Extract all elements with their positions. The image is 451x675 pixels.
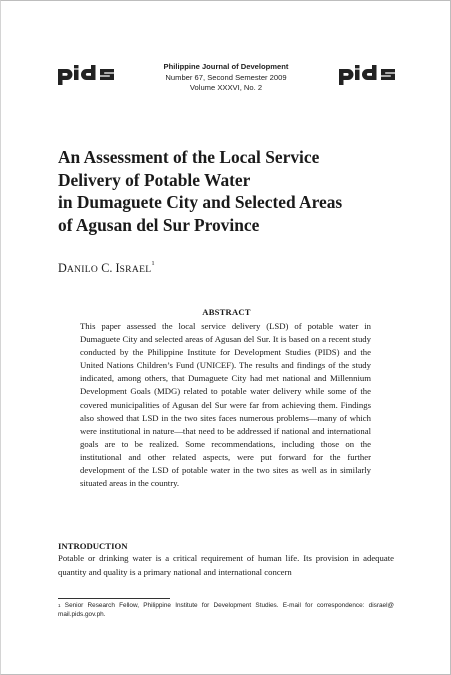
abstract-heading: ABSTRACT xyxy=(202,307,251,317)
footnote-mark: 1 xyxy=(58,603,61,608)
introduction-heading: INTRODUCTION xyxy=(58,541,128,551)
title-line: Delivery of Potable Water xyxy=(58,169,251,190)
author-footnote-mark: 1 xyxy=(151,260,155,267)
title-line: of Agusan del Sur Province xyxy=(58,214,260,235)
author-first-initial: D xyxy=(58,261,67,275)
author-name xyxy=(58,261,155,276)
journal-name: Philippine Journal of Development xyxy=(163,62,289,71)
footnote-text: Senior Research Fellow, Philippine Institute for Development Studies. E-mail for correspondence: disrael@ mail.pids.gov.ph. xyxy=(58,602,394,619)
author-middle: C. xyxy=(98,261,116,275)
footnote xyxy=(58,601,394,620)
title-line: An Assessment of the Local Service xyxy=(58,147,320,167)
pids-logo-left xyxy=(58,65,114,85)
abstract-text: This paper assessed the local service delivery (LSD) of potable water in Dumaguete City and selected areas of Agusan del Sur. It is based on a recent study conducted by the Philippine Institute for Development Studies (PIDS) and the United Nations Children’s Fund (UNICEF). The results and findings of the study indicated, among others, that Dumaguete City had met national and Millennium Development Goals (MDG) related to potable water delivery while some of the covered municipalities of Agusan del Sur were far from achieving them. Findings also showed that LSD in the two sites faces numerous problems—many of which were institutional in nature—that need to be addressed if national and international goals are to be realized. Some recommendations, including those on the institutional and other related aspects, were put forward for the further development of the LSD of potable water in the two sites as well as in similarly situated areas in the country. xyxy=(80,321,371,489)
journal-volume: Volume XXXVI, No. 2 xyxy=(189,83,263,93)
journal-issue: Number 67, Second Semester 2009 xyxy=(165,72,287,82)
author-last-rest: SRAEL xyxy=(119,264,152,275)
author-first-rest: ANILO xyxy=(66,264,99,275)
pids-logo-right xyxy=(339,65,395,85)
article-title xyxy=(58,146,398,236)
title-line: in Dumaguete City and Selected Areas xyxy=(58,192,343,212)
journal-masthead xyxy=(121,62,331,94)
author-last-initial: I xyxy=(115,261,120,275)
introduction-text: Potable or drinking water is a critical requirement of human life. Its provision in adequate quantity and quality is a primary national and international concern xyxy=(58,553,394,577)
footnote-divider xyxy=(58,598,170,599)
